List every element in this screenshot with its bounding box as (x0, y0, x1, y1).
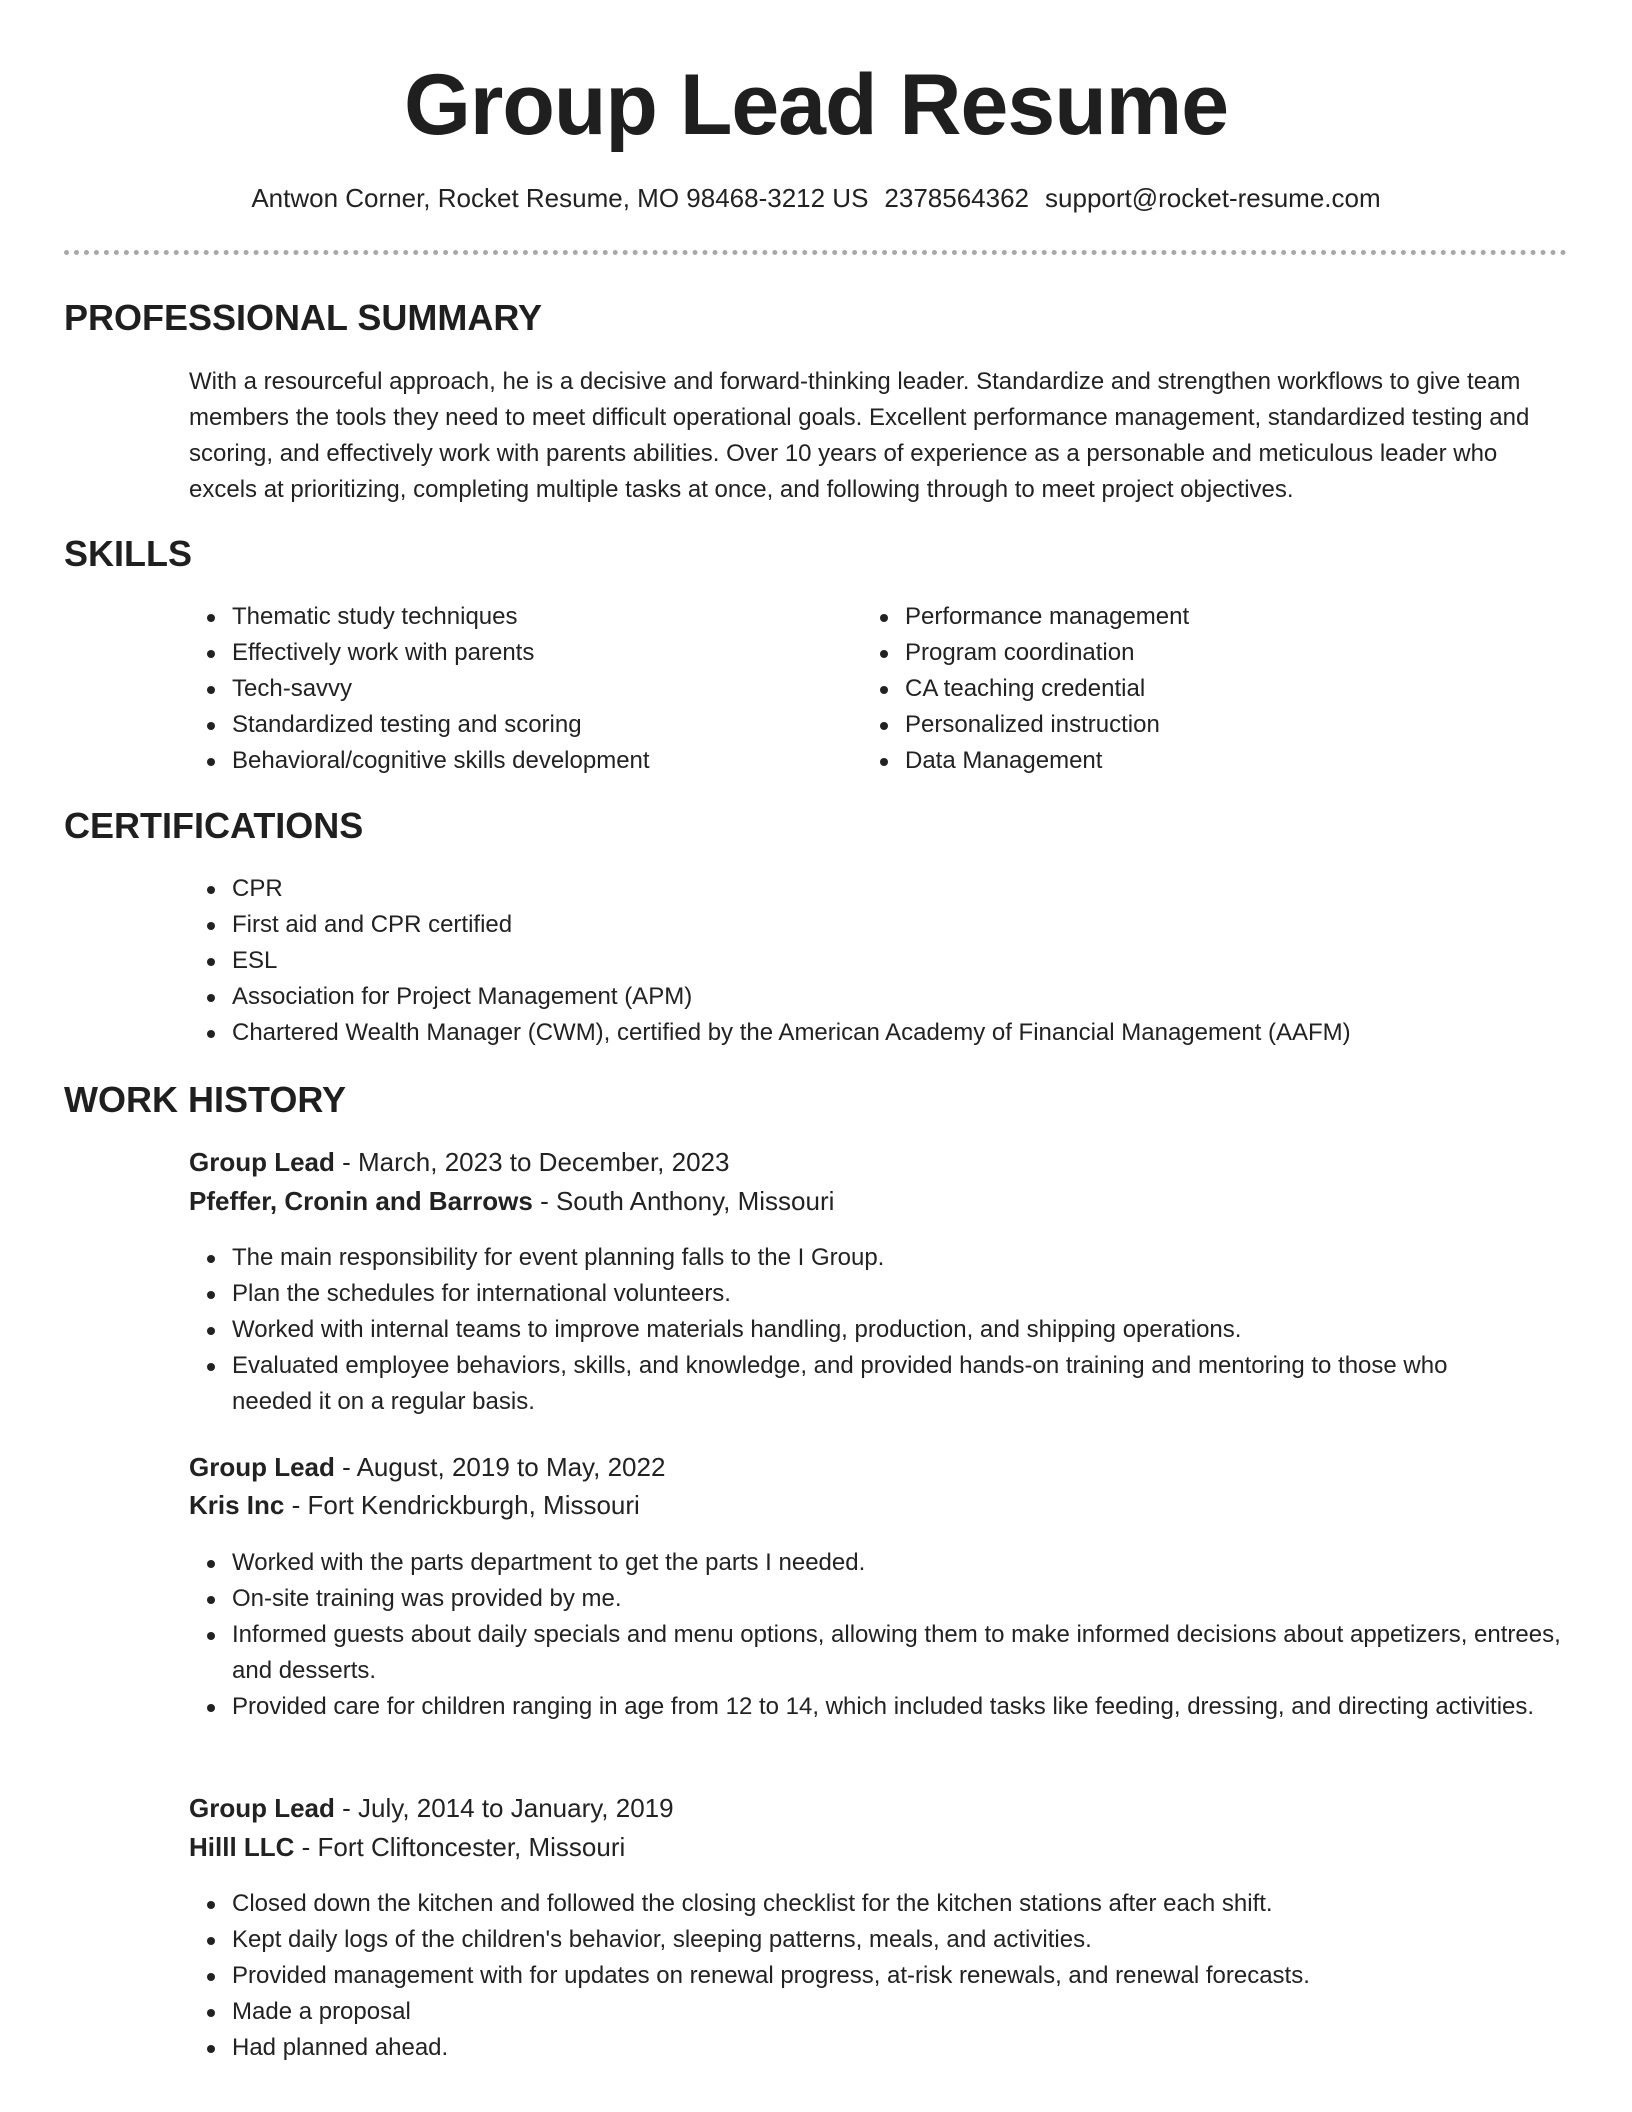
skill-item: Personalized instruction (862, 707, 1502, 743)
skill-item: Program coordination (862, 635, 1502, 671)
page-title: Group Lead Resume (403, 57, 1229, 153)
job-dates: - July, 2014 to January, 2019 (334, 1793, 674, 1823)
skill-item: Tech-savvy (189, 671, 829, 707)
skills-heading: SKILLS (64, 533, 193, 574)
job-company-line (189, 1182, 834, 1220)
contact-line (0, 178, 1632, 218)
skill-item: Data Management (862, 743, 1502, 779)
certification-item: Chartered Wealth Manager (CWM), certified by the American Academy of Financial Management (AAFM) (189, 1015, 1569, 1051)
job-bullet: The main responsibility for event planning falls to the I Group. (189, 1240, 1519, 1276)
skills-list-right (862, 599, 1502, 779)
skill-item: Behavioral/cognitive skills development (189, 743, 829, 779)
job-company-line (189, 1486, 640, 1524)
certification-item: ESL (189, 943, 1569, 979)
summary-heading: PROFESSIONAL SUMMARY (64, 297, 543, 338)
job-bullet: Closed down the kitchen and followed the closing checklist for the kitchen stations after each shift. (189, 1886, 1569, 1922)
skills-list-left (189, 599, 829, 779)
certification-item: First aid and CPR certified (189, 907, 1569, 943)
skill-item: CA teaching credential (862, 671, 1502, 707)
certifications-list (189, 871, 1569, 1051)
job-company: Hilll LLC (189, 1832, 295, 1862)
work-history-heading: WORK HISTORY (64, 1079, 347, 1120)
job-company: Pfeffer, Cronin and Barrows (189, 1186, 533, 1216)
job-bullet: Worked with the parts department to get the parts I needed. (189, 1545, 1569, 1581)
job-bullets (189, 1545, 1569, 1725)
certification-item: CPR (189, 871, 1569, 907)
contact-phone: 2378564362 (884, 183, 1030, 213)
job-location: - Fort Kendrickburgh, Missouri (284, 1490, 640, 1520)
job-bullets (189, 1886, 1569, 2066)
job-role: Group Lead (189, 1147, 335, 1177)
summary-text: With a resourceful approach, he is a decisive and forward-thinking leader. Standardize and strengthen workflows to give team members the tools they need to meet difficult operational goals. Excellent performance management, standardized testing and scoring, and effectively work with parents abilities. Over 10 years of experience as a personable and meticulous leader who excels at prioritizing, completing multiple tasks at once, and following through to meet project objectives. (189, 368, 1530, 503)
contact-email: support@rocket-resume.com (1045, 183, 1381, 213)
job-bullet: Plan the schedules for international volunteers. (189, 1276, 1519, 1312)
job-dates: - August, 2019 to May, 2022 (334, 1452, 666, 1482)
job-role: Group Lead (189, 1452, 335, 1482)
contact-address: Antwon Corner, Rocket Resume, MO 98468-3212 US (251, 183, 869, 213)
job-dates: - March, 2023 to December, 2023 (334, 1147, 730, 1177)
job-bullet: Provided management with for updates on renewal progress, at-risk renewals, and renewal forecasts. (189, 1958, 1569, 1994)
skill-item: Performance management (862, 599, 1502, 635)
header-divider (64, 250, 1567, 255)
job-bullet: Had planned ahead. (189, 2030, 1569, 2066)
job-title-line (189, 1143, 729, 1181)
job-role: Group Lead (189, 1793, 335, 1823)
job-bullet: Informed guests about daily specials and menu options, allowing them to make informed decisions about appetizers, entrees, and desserts. (189, 1617, 1569, 1689)
job-bullets (189, 1240, 1519, 1420)
job-location: - South Anthony, Missouri (532, 1186, 835, 1216)
job-company: Kris Inc (189, 1490, 285, 1520)
skill-item: Standardized testing and scoring (189, 707, 829, 743)
certification-item: Association for Project Management (APM) (189, 979, 1569, 1015)
job-location: - Fort Cliftoncester, Missouri (294, 1832, 626, 1862)
job-company-line (189, 1828, 625, 1866)
certifications-heading: CERTIFICATIONS (64, 805, 364, 846)
job-bullet: On-site training was provided by me. (189, 1581, 1569, 1617)
job-title-line (189, 1789, 674, 1827)
skill-item: Effectively work with parents (189, 635, 829, 671)
job-title-line (189, 1448, 665, 1486)
job-bullet: Kept daily logs of the children's behavior, sleeping patterns, meals, and activities. (189, 1922, 1569, 1958)
job-bullet: Provided care for children ranging in age from 12 to 14, which included tasks like feeding, dressing, and directing activities. (189, 1689, 1569, 1725)
job-bullet: Made a proposal (189, 1994, 1569, 2030)
skill-item: Thematic study techniques (189, 599, 829, 635)
job-bullet: Worked with internal teams to improve materials handling, production, and shipping operations. (189, 1312, 1519, 1348)
job-bullet: Evaluated employee behaviors, skills, and knowledge, and provided hands-on training and mentoring to those who needed it on a regular basis. (189, 1348, 1519, 1420)
